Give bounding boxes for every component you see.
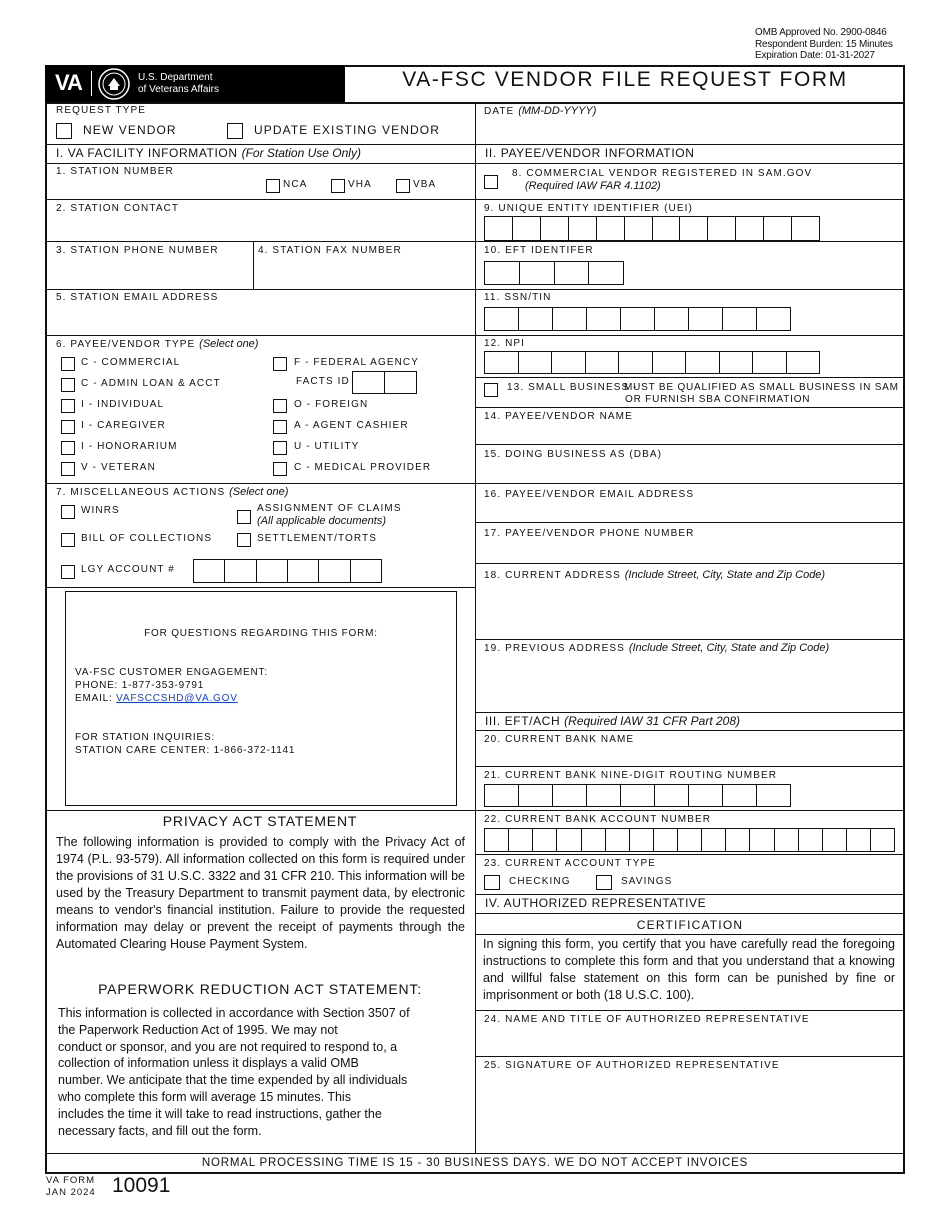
eft-id-label: 10. EFT IDENTIFER: [484, 245, 594, 256]
routing-label: 21. CURRENT BANK NINE-DIGIT ROUTING NUMBER: [484, 770, 778, 781]
paperwork-line: includes the time it will take to read instructions, gather the: [58, 1106, 382, 1121]
account-label: 22. CURRENT BANK ACCOUNT NUMBER: [484, 814, 712, 825]
small-business-label: 13. SMALL BUSINESS -: [507, 382, 638, 393]
misc-actions-note: (Select one): [229, 486, 289, 498]
type-commercial-label: C - COMMERCIAL: [81, 357, 181, 368]
type-caregiver-checkbox[interactable]: [61, 420, 75, 434]
type-foreign-label: O - FOREIGN: [294, 399, 369, 410]
settlement-checkbox[interactable]: [237, 533, 251, 547]
date-format: (MM-DD-YYYY): [518, 105, 597, 117]
checking-checkbox[interactable]: [484, 875, 500, 890]
paperwork-text: [58, 1005, 468, 1139]
rule: [253, 241, 254, 289]
form-title: VA-FSC VENDOR FILE REQUEST FORM: [402, 68, 848, 91]
current-address-text: 18. CURRENT ADDRESS: [484, 570, 621, 581]
rule: [45, 587, 475, 588]
rule: [45, 335, 475, 336]
type-medical-checkbox[interactable]: [273, 462, 287, 476]
rule: [475, 934, 905, 935]
sam-label: 8. COMMERCIAL VENDOR REGISTERED IN SAM.GOV: [512, 168, 813, 179]
rule: [45, 199, 475, 200]
rule: [475, 522, 905, 523]
rule: [475, 712, 905, 713]
rule: [475, 766, 905, 767]
new-vendor-label: NEW VENDOR: [83, 123, 177, 137]
privacy-text: The following information is provided to comply with the Privacy Act of 1974 (P.L. 93-579). All information collected on this form is required under the provisions of 31 U.S.C. 3322 and 31 CFR 210. This information will be used by the Treasury Department to transmit payment data, by electronic means to vendor's financial institution. Failure to provide the requested information may delay or prevent the receipt of payments through the Automated Clearing House Payment System.: [56, 835, 466, 951]
dba-label: 15. DOING BUSINESS AS (DBA): [484, 449, 663, 460]
type-utility-checkbox[interactable]: [273, 441, 287, 455]
omb-approved: OMB Approved No. 2900-0846: [755, 27, 887, 38]
date-label-text: DATE: [484, 106, 515, 117]
rule: [45, 289, 475, 290]
omb-expiration: Expiration Date: 01-31-2027: [755, 50, 875, 61]
nca-label: NCA: [283, 179, 308, 190]
station-email-label: 5. STATION EMAIL ADDRESS: [56, 292, 219, 303]
contact-station-inquiries: FOR STATION INQUIRIES:: [75, 732, 216, 743]
rule: [475, 335, 905, 336]
contact-email-row: [75, 692, 238, 705]
omb-burden: Respondent Burden: 15 Minutes: [755, 38, 893, 50]
vendor-type-text: 6. PAYEE/VENDOR TYPE: [56, 339, 196, 350]
current-address-label: [484, 569, 825, 581]
rule: [475, 483, 905, 484]
vba-label: VBA: [413, 179, 437, 190]
uei-input[interactable]: [484, 216, 820, 241]
misc-actions-label: [56, 486, 288, 498]
contact-phone: PHONE: 1-877-353-9791: [75, 680, 205, 691]
rule: [45, 144, 905, 145]
signature-label: 25. SIGNATURE OF AUTHORIZED REPRESENTATIVE: [484, 1060, 780, 1071]
rule: [475, 199, 905, 200]
previous-address-text: 19. PREVIOUS ADDRESS: [484, 643, 625, 654]
routing-input[interactable]: [484, 784, 791, 807]
uei-label: 9. UNIQUE ENTITY IDENTIFIER (UEI): [484, 203, 693, 214]
rule: [475, 377, 905, 378]
vendor-type-note: (Select one): [199, 338, 259, 350]
type-medical-label: C - MEDICAL PROVIDER: [294, 462, 432, 473]
rule: [45, 810, 475, 811]
type-veteran-label: V - VETERAN: [81, 462, 156, 473]
sam-note: (Required IAW FAR 4.1102): [525, 180, 661, 192]
rep-name-label: 24. NAME AND TITLE OF AUTHORIZED REPRESENTATIVE: [484, 1014, 810, 1025]
type-admin-loan-checkbox[interactable]: [61, 378, 75, 392]
savings-checkbox[interactable]: [596, 875, 612, 890]
request-type-label: REQUEST TYPE: [56, 105, 147, 116]
vba-checkbox[interactable]: [396, 179, 410, 193]
facts-id-label: FACTS ID: [296, 376, 350, 387]
section2-title: II. PAYEE/VENDOR INFORMATION: [485, 146, 695, 160]
small-business-checkbox[interactable]: [484, 383, 498, 397]
ssn-label: 11. SSN/TIN: [484, 292, 552, 303]
rule: [475, 1056, 905, 1057]
bill-collections-checkbox[interactable]: [61, 533, 75, 547]
rule: [45, 241, 475, 242]
rule: [475, 854, 905, 855]
eft-id-input[interactable]: [484, 261, 624, 285]
type-honorarium-label: I - HONORARIUM: [81, 441, 178, 452]
section3-title-text: III. EFT/ACH: [485, 714, 561, 728]
npi-input[interactable]: [484, 351, 820, 374]
winrs-label: WINRS: [81, 505, 120, 516]
contact-engagement: VA-FSC CUSTOMER ENGAGEMENT:: [75, 667, 268, 678]
vendor-phone-label: 17. PAYEE/VENDOR PHONE NUMBER: [484, 528, 695, 539]
assignment-label: ASSIGNMENT OF CLAIMS: [257, 503, 402, 514]
type-veteran-checkbox[interactable]: [61, 462, 75, 476]
rule: [475, 1010, 905, 1011]
vendor-name-label: 14. PAYEE/VENDOR NAME: [484, 411, 633, 422]
current-address-note: (Include Street, City, State and Zip Code): [624, 569, 826, 581]
station-number-label: 1. STATION NUMBER: [56, 166, 174, 177]
type-honorarium-checkbox[interactable]: [61, 441, 75, 455]
rule: [475, 563, 905, 564]
rule: [45, 163, 475, 164]
type-foreign-checkbox[interactable]: [273, 399, 287, 413]
section4-title: IV. AUTHORIZED REPRESENTATIVE: [485, 896, 707, 910]
lgy-account-label: LGY ACCOUNT #: [81, 564, 175, 575]
station-fax-label: 4. STATION FAX NUMBER: [258, 245, 402, 256]
small-business-note2: OR FURNISH SBA CONFIRMATION: [625, 394, 811, 405]
rule: [45, 483, 475, 484]
va-form-label: VA FORM: [46, 1175, 96, 1186]
date-label: [484, 105, 596, 117]
station-contact-label: 2. STATION CONTACT: [56, 203, 180, 214]
rule: [475, 241, 905, 242]
checking-label: CHECKING: [509, 876, 571, 887]
paperwork-line: This information is collected in accordance with Section 3507 of: [58, 1006, 410, 1020]
contact-heading: FOR QUESTIONS REGARDING THIS FORM:: [144, 628, 378, 639]
lgy-account-input[interactable]: [193, 559, 382, 583]
rule: [45, 1153, 905, 1154]
paperwork-line: who complete this form will average 15 minutes. This: [58, 1089, 351, 1104]
rule: [475, 810, 905, 811]
paperwork-line: conduct or sponsor, and you are not required to respond to, a: [58, 1039, 398, 1054]
paperwork-line: collection of information unless it displays a valid OMB: [58, 1056, 359, 1071]
contact-care-center: STATION CARE CENTER: 1-866-372-1141: [75, 745, 296, 756]
rule: [475, 639, 905, 640]
logo-divider: [91, 71, 92, 96]
type-utility-label: U - UTILITY: [294, 441, 360, 452]
rule: [475, 730, 905, 731]
dept-name: [138, 72, 219, 96]
new-vendor-checkbox[interactable]: [56, 123, 72, 139]
type-caregiver-label: I - CAREGIVER: [81, 420, 166, 431]
column-divider: [475, 102, 476, 1153]
type-federal-checkbox[interactable]: [273, 357, 287, 371]
update-vendor-checkbox[interactable]: [227, 123, 243, 139]
vendor-type-label: [56, 338, 258, 350]
type-individual-label: I - INDIVIDUAL: [81, 399, 165, 410]
account-type-label: 23. CURRENT ACCOUNT TYPE: [484, 858, 656, 869]
lgy-account-checkbox[interactable]: [61, 565, 75, 579]
assignment-checkbox[interactable]: [237, 510, 251, 524]
vha-checkbox[interactable]: [331, 179, 345, 193]
certification-text: In signing this form, you certify that you have carefully read the foregoing instructions to complete this form and that you understand that a knowing and willful false statement on this form can be punished by fine or imprisonment or both (18 U.S.C. 100).: [483, 937, 895, 1002]
account-input[interactable]: [484, 828, 895, 852]
processing-notice: NORMAL PROCESSING TIME IS 15 - 30 BUSINESS DAYS. WE DO NOT ACCEPT INVOICES: [201, 1157, 749, 1169]
va-seal-icon: [97, 67, 131, 101]
contact-email-label: EMAIL:: [75, 693, 117, 704]
assignment-note: (All applicable documents): [257, 515, 387, 527]
form-date: JAN 2024: [46, 1187, 96, 1198]
rule: [475, 407, 905, 408]
type-commercial-checkbox[interactable]: [61, 357, 75, 371]
update-vendor-label: UPDATE EXISTING VENDOR: [254, 123, 441, 137]
section1-title: [56, 146, 361, 160]
rule: [475, 913, 905, 914]
winrs-checkbox[interactable]: [61, 505, 75, 519]
section1-title-note: (For Station Use Only): [241, 146, 361, 160]
paperwork-line: the Paperwork Reduction Act of 1995. We may not: [58, 1022, 338, 1037]
sam-checkbox[interactable]: [484, 175, 498, 189]
contact-email-link[interactable]: VAFSCCSHD@VA.GOV: [116, 693, 238, 704]
ssn-input[interactable]: [484, 307, 791, 331]
privacy-title: PRIVACY ACT STATEMENT: [162, 813, 358, 829]
facts-id-input[interactable]: [352, 371, 417, 394]
paperwork-line: necessary facts, and fill out the form.: [58, 1123, 262, 1138]
vha-label: VHA: [348, 179, 372, 190]
rule: [475, 444, 905, 445]
section3-title-note: (Required IAW 31 CFR Part 208): [564, 714, 741, 728]
nca-checkbox[interactable]: [266, 179, 280, 193]
rule: [475, 894, 905, 895]
section3-title: [485, 714, 740, 728]
type-agent-cashier-label: A - AGENT CASHIER: [294, 420, 409, 431]
form-number: 10091: [112, 1174, 171, 1197]
type-admin-loan-label: C - ADMIN LOAN & ACCT: [81, 378, 221, 389]
omb-block: [755, 27, 893, 62]
bill-collections-label: BILL OF COLLECTIONS: [81, 533, 213, 544]
savings-label: SAVINGS: [621, 876, 673, 887]
settlement-label: SETTLEMENT/TORTS: [257, 533, 378, 544]
dept-line2: of Veterans Affairs: [138, 84, 219, 95]
small-business-note1: MUST BE QUALIFIED AS SMALL BUSINESS IN SAM: [624, 382, 899, 393]
paperwork-line: number. We anticipate that the time expended by all individuals: [58, 1073, 408, 1088]
dept-line1: U.S. Department: [138, 72, 213, 83]
paperwork-title: PAPERWORK REDUCTION ACT STATEMENT:: [98, 981, 422, 997]
npi-label: 12. NPI: [484, 338, 526, 349]
va-logo-text: VA: [55, 70, 82, 95]
certification-title: CERTIFICATION: [636, 918, 744, 932]
section1-title-text: I. VA FACILITY INFORMATION: [56, 146, 238, 160]
misc-actions-text: 7. MISCELLANEOUS ACTIONS: [56, 487, 226, 498]
type-federal-label: F - FEDERAL AGENCY: [294, 357, 420, 368]
type-individual-checkbox[interactable]: [61, 399, 75, 413]
type-agent-cashier-checkbox[interactable]: [273, 420, 287, 434]
bank-name-label: 20. CURRENT BANK NAME: [484, 734, 635, 745]
vendor-email-label: 16. PAYEE/VENDOR EMAIL ADDRESS: [484, 489, 695, 500]
rule: [475, 163, 905, 164]
previous-address-label: [484, 642, 829, 654]
rule: [475, 289, 905, 290]
station-phone-label: 3. STATION PHONE NUMBER: [56, 245, 219, 256]
previous-address-note: (Include Street, City, State and Zip Code): [628, 642, 830, 654]
